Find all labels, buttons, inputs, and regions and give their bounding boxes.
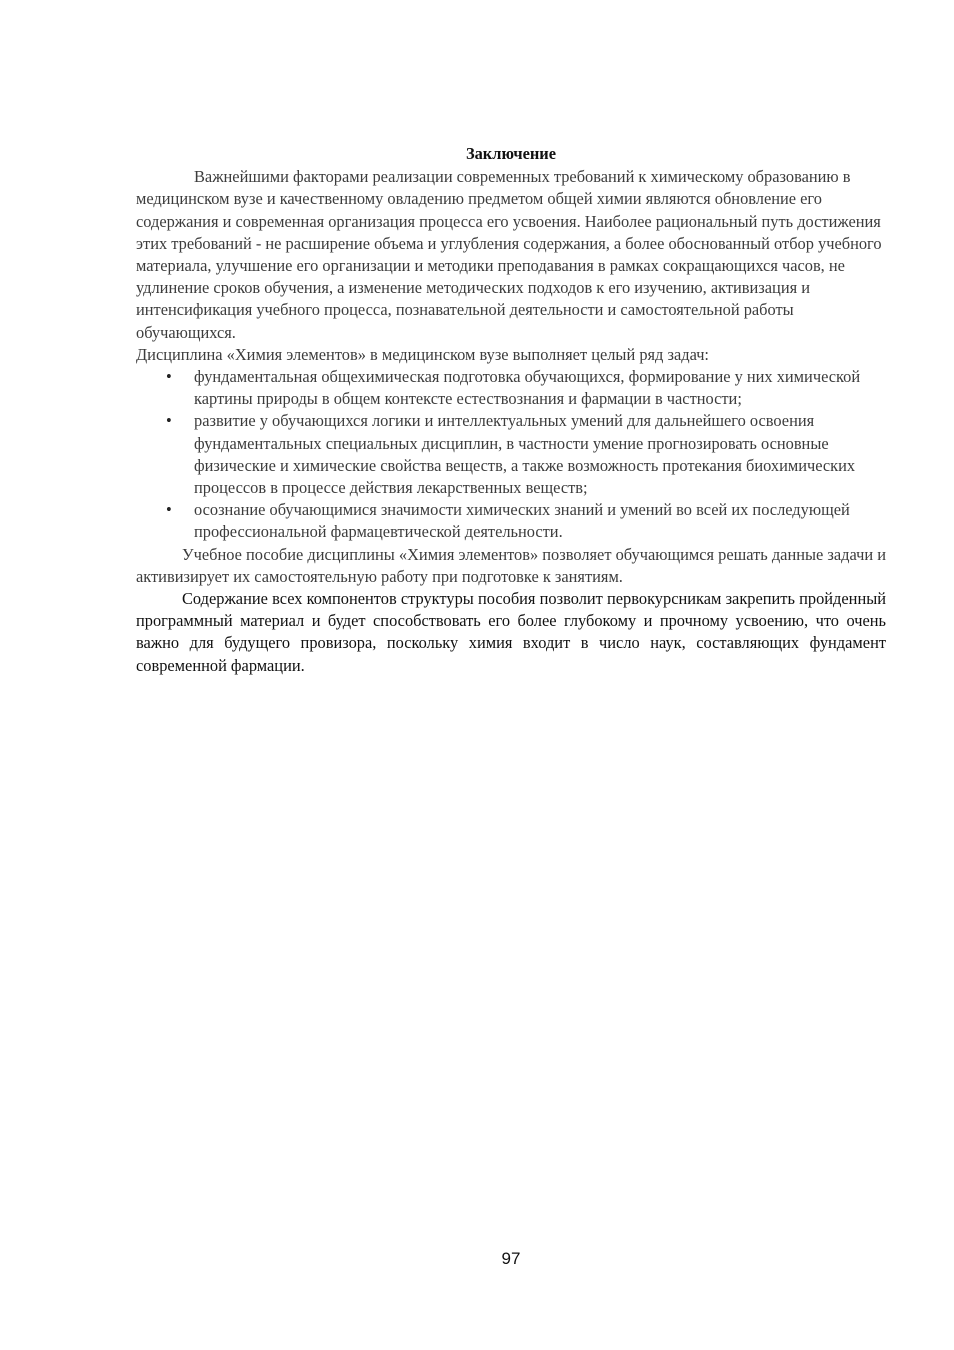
bullet-icon: • [166,367,172,387]
list-item-text: осознание обучающимися значимости химических знаний и умений во всей их последующей профессиональной фармацевтической деятельности. [194,500,850,542]
discipline-paragraph: Дисциплина «Химия элементов» в медицинском вузе выполняет целый ряд задач: [136,344,709,364]
page-content [136,143,886,677]
list-item-text: фундаментальная общехимическая подготовка обучающихся, формирование у них химической картины природы в общем контексте естествознания и фармации в частности; [194,367,861,409]
list-item-text: развитие у обучающихся логики и интеллектуальных умений для дальнейшего освоения фундаментальных специальных дисциплин, в частности умение прогнозировать основные физические и химические свойства веществ, а также возможность протекания биохимических процессов в процессе действия лекарственных веществ; [194,411,856,498]
page-number: 97 [501,1249,521,1268]
list-item [136,410,886,499]
intro-paragraph: Важнейшими факторами реализации современных требований к химическому образованию в медицинском вузе и качественному овладению предметом общей химии являются обновление его содержания и современная организация процесса его усвоения. Наиболее рациональный путь достижения этих требований - не расширение объема и углубления содержания, а более обоснованный отбор учебного материала, улучшение его организации и методики преподавания в рамках сокращающихся часов, не удлинение сроков обучения, а изменение методических подходов к его изучению, активизация и интенсификация учебного процесса, познавательной деятельности и самостоятельной работы обучающихся. [136,167,882,342]
list-item [136,366,886,410]
bullet-icon: • [166,500,172,520]
textbook-paragraph: Учебное пособие дисциплины «Химия элементов» позволяет обучающимся решать данные задачи и активизирует их самостоятельную работу при подготовке к занятиям. [136,544,886,586]
list-item [136,499,886,543]
section-title: Заключение [465,144,557,163]
bullet-icon: • [166,411,172,431]
conclusion-paragraph: Содержание всех компонентов структуры пособия позволит первокурсникам закрепить пройденный программный материал и будет способствовать его более глубокому и прочному усвоению, что очень важно для будущего провизора, поскольку химия входит в число наук, составляющих фундамент современной фармации. [136,589,886,675]
task-list [136,366,886,544]
